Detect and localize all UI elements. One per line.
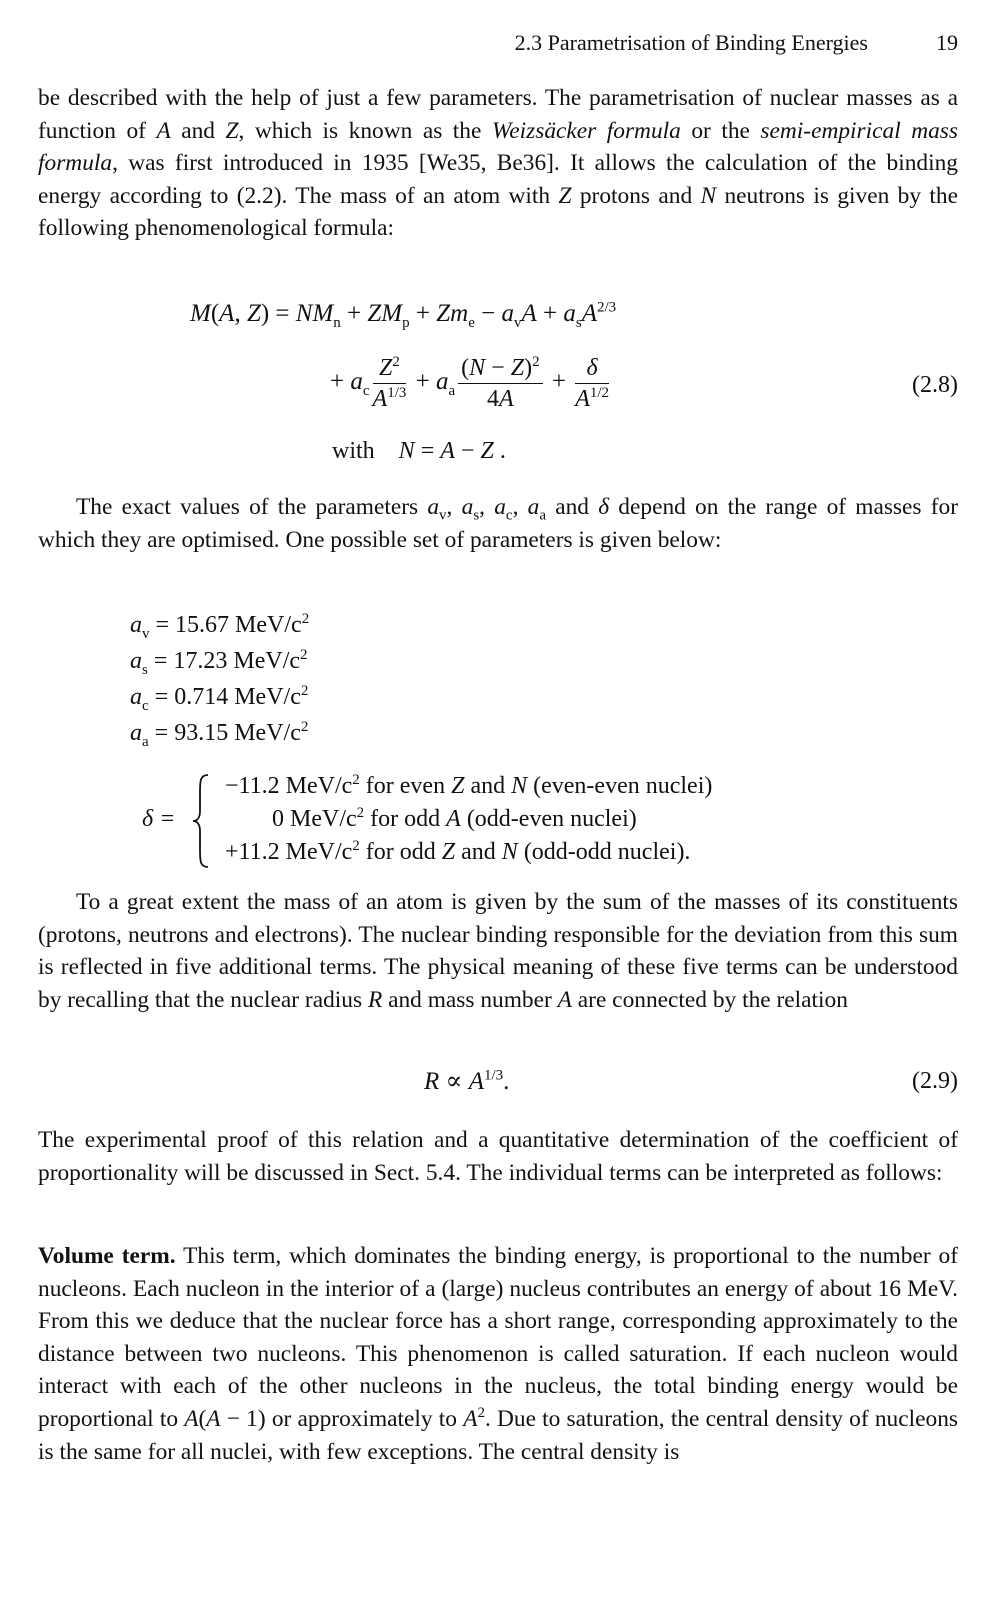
- param-aa: $a_a = 93.15$ MeV/$c^2$: [130, 719, 309, 750]
- param-as: $a_s = 17.23$ MeV/$c^2$: [130, 647, 308, 678]
- equation-2-8-line-2: + $a_c$ $\frac{Z^2}{A^{1/3}}$ + $a_a$ $\frac{(N - Z)^2}{4A}$ + $\frac{\delta}{A^{1/2}}$: [330, 354, 610, 412]
- fraction-pairing: $\frac{\delta}{A^{1/2}}$: [575, 355, 610, 412]
- equation-number-2-8: (2.8): [912, 372, 958, 398]
- delta-case-even: −11.2 MeV/$c^2$ for even Z and N (even-even nuclei): [225, 772, 713, 799]
- param-av-value: 15.67 MeV/c: [175, 612, 302, 638]
- param-ac-value: 0.714 MeV/c: [174, 684, 301, 710]
- param-av: $a_v = 15.67$ MeV/$c^2$: [130, 611, 310, 642]
- running-head: [38, 30, 958, 60]
- param-aa-sub: a: [142, 733, 149, 750]
- equation-2-9: $R \propto A^{1/3}$.: [424, 1067, 510, 1095]
- volume-term-heading: Volume term.: [38, 1243, 176, 1269]
- fraction-coulomb: $\frac{Z^2}{A^{1/3}}$: [372, 354, 407, 412]
- param-aa-value: 93.15 MeV/c: [174, 720, 301, 746]
- constituents-paragraph: To a great extent the mass of an atom is given by the sum of the masses of its constituents (protons, neutrons and electrons). The nuclear binding responsible for the deviation from this sum is reflected in five additional terms. The physical meaning of these five terms can be understood by recalling that the nuclear radius R and mass number A are connected by the relation: [38, 889, 958, 1013]
- param-ac: $a_c = 0.714$ MeV/$c^2$: [130, 683, 309, 714]
- delta-case-odd-a: 0 MeV/$c^2$ for odd A (odd-even nuclei): [272, 805, 637, 832]
- volume-term-paragraph: Volume term. This term, which dominates the binding energy, is proportional to the number of nucleons. Each nucleon in the interior of a (large) nucleus contributes an energy of about 16 MeV. From this we deduce that the nuclear force has a short range, corresponding approximately to the distance between two nucleons. This phenomenon is called saturation. If each nucleon would interact with each of the other nucleons in the nucleus, the total binding energy would be proportional to A(A − 1) or approximately to $A^2$. Due to saturation, the central density of nucleons is the same for all nuclei, with few exceptions. The central density is: [38, 1243, 959, 1465]
- fraction-asymmetry: $\frac{(N - Z)^2}{4A}$: [458, 355, 542, 412]
- params-intro-paragraph: The exact values of the parameters $a_v$, $a_s$, $a_c$, $a_a$ and δ depend on the range of masses for which they are optimised. One possible set of parameters is given below:: [38, 494, 958, 553]
- param-as-value: 17.23 MeV/c: [173, 648, 301, 674]
- proof-paragraph: The experimental proof of this relation and a quantitative determination of the coefficient of proportionality will be discussed in Sect. 5.4. The individual terms can be interpreted as follows:: [38, 1127, 958, 1186]
- delta-case-odd-a-value: 0 MeV/c: [272, 806, 357, 832]
- intro-paragraph: be described with the help of just a few parameters. The parametrisation of nuclear masses as a function of A and Z, which is known as the Weizsäcker formula or the semi-empirical mass formula, was first introduced in 1935 [We35, Be36]. It allows the calculation of the binding energy according to (2.2). The mass of an atom with Z protons and N neutrons is given by the following phenomenological formula:: [38, 85, 959, 242]
- equation-2-9-tail: .: [503, 1068, 510, 1095]
- param-as-sub: s: [142, 661, 148, 678]
- delta-case-odd-value: +11.2 MeV/c: [225, 839, 353, 865]
- with-label: with: [332, 438, 375, 464]
- delta-label: δ =: [142, 806, 176, 832]
- left-brace-icon: [192, 773, 210, 869]
- delta-symbol: [142, 806, 175, 833]
- equation-2-8-line-3: with N = A − Z .: [332, 438, 506, 464]
- equation-2-9-exponent: 1/3: [483, 1067, 504, 1084]
- equation-number-2-9: (2.9): [912, 1068, 958, 1094]
- equation-2-8-line-1: M(A, $Z) = NM_n + ZM_p + Zm_e - a_vA + a_sA^{2/3}$: [190, 299, 617, 331]
- param-ac-sub: c: [142, 697, 149, 714]
- param-av-sub: v: [142, 625, 150, 642]
- book-page: [38, 0, 958, 1616]
- page-number: 19: [936, 30, 958, 55]
- delta-case-odd: +11.2 MeV/$c^2$ for odd Z and N (odd-odd nuclei).: [225, 838, 691, 865]
- delta-case-even-value: −11.2 MeV/c: [225, 773, 353, 799]
- section-title: 2.3 Parametrisation of Binding Energies: [514, 30, 868, 55]
